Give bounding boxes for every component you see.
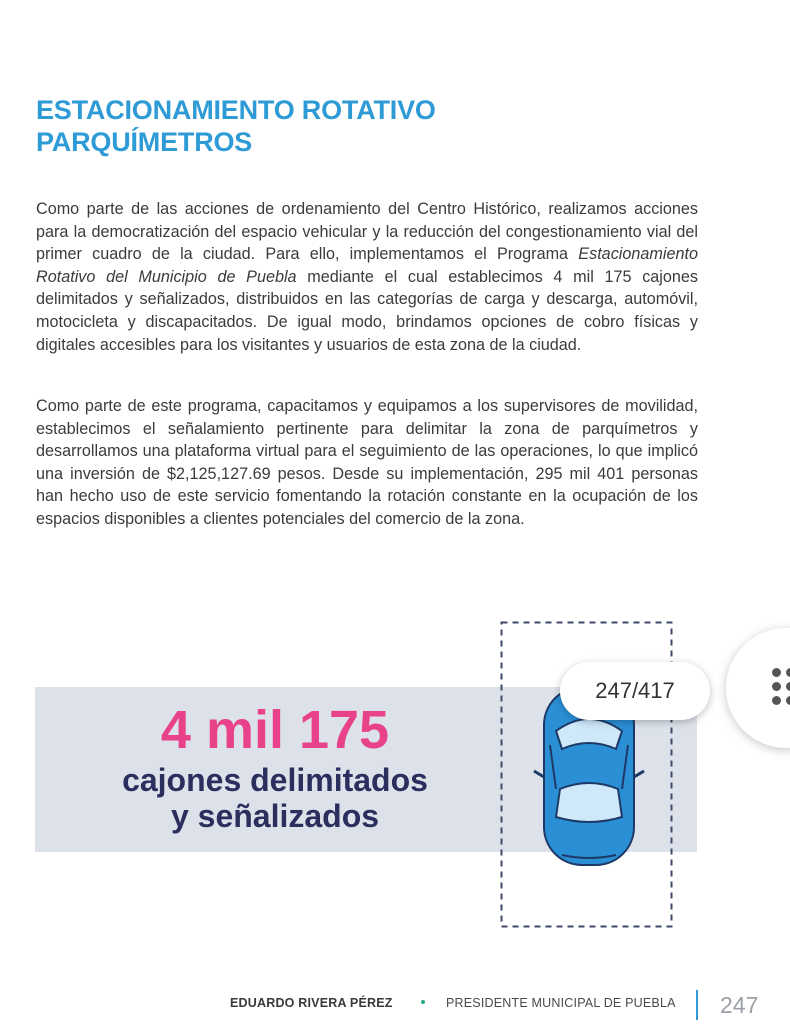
paragraph1-text-a: Como parte de las acciones de ordenamiento del Centro Histórico, realizamos acciones para la democratización del espacio vehicular y la reducción del congestionamiento vial del primer cuadro de la ciudad. Para ello, implementamos el Programa [36, 200, 698, 264]
footer-author: EDUARDO RIVERA PÉREZ [230, 996, 393, 1010]
body-paragraph-1 [36, 198, 698, 356]
program-name: Estacionamiento Rotativo del Municipio de Puebla [36, 245, 698, 286]
page-indicator[interactable]: 247/417 [560, 662, 710, 720]
highlight-line1: cajones delimitados [122, 762, 428, 798]
viewer-menu-button[interactable] [726, 628, 790, 748]
section-title [36, 94, 436, 158]
paragraph1-text-b: mediante el cual establecimos 4 mil 175 cajones delimitados y señalizados, distribuidos en las categorías de carga y descarga, automóvil, motocicleta y discapacitados. De igual modo, brindamos opciones de cobro físicas y digitales accesibles para los visitantes y usuarios de esta zona de la ciudad. [36, 267, 698, 354]
footer-separator-dot [421, 1000, 425, 1004]
footer-role: PRESIDENTE MUNICIPAL DE PUEBLA [446, 996, 676, 1010]
highlight-number: 4 mil 175 [160, 700, 390, 760]
dots-grid-icon [772, 668, 790, 708]
body-paragraph-2: Como parte de este programa, capacitamos y equipamos a los supervisores de movilidad, establecimos el señalamiento pertinente para delimitar la zona de parquímetros y desarrollamos una plataforma virtual para el seguimiento de las operaciones, lo que implicó una inversión de $2,125,127.69 pesos. Desde su implementación, 295 mil 401 personas han hecho uso de este servicio fomentando la rotación constante en la ocupación de los espacios disponibles a clientes potenciales del comercio de la zona. [36, 397, 698, 528]
section-title-line1: ESTACIONAMIENTO ROTATIVO [36, 95, 436, 125]
footer-divider [696, 990, 698, 1020]
highlight-line2: y señalizados [170, 798, 380, 834]
highlight-description [40, 762, 510, 834]
section-title-line2: PARQUÍMETROS [36, 127, 253, 157]
page-number: 247 [720, 992, 759, 1018]
